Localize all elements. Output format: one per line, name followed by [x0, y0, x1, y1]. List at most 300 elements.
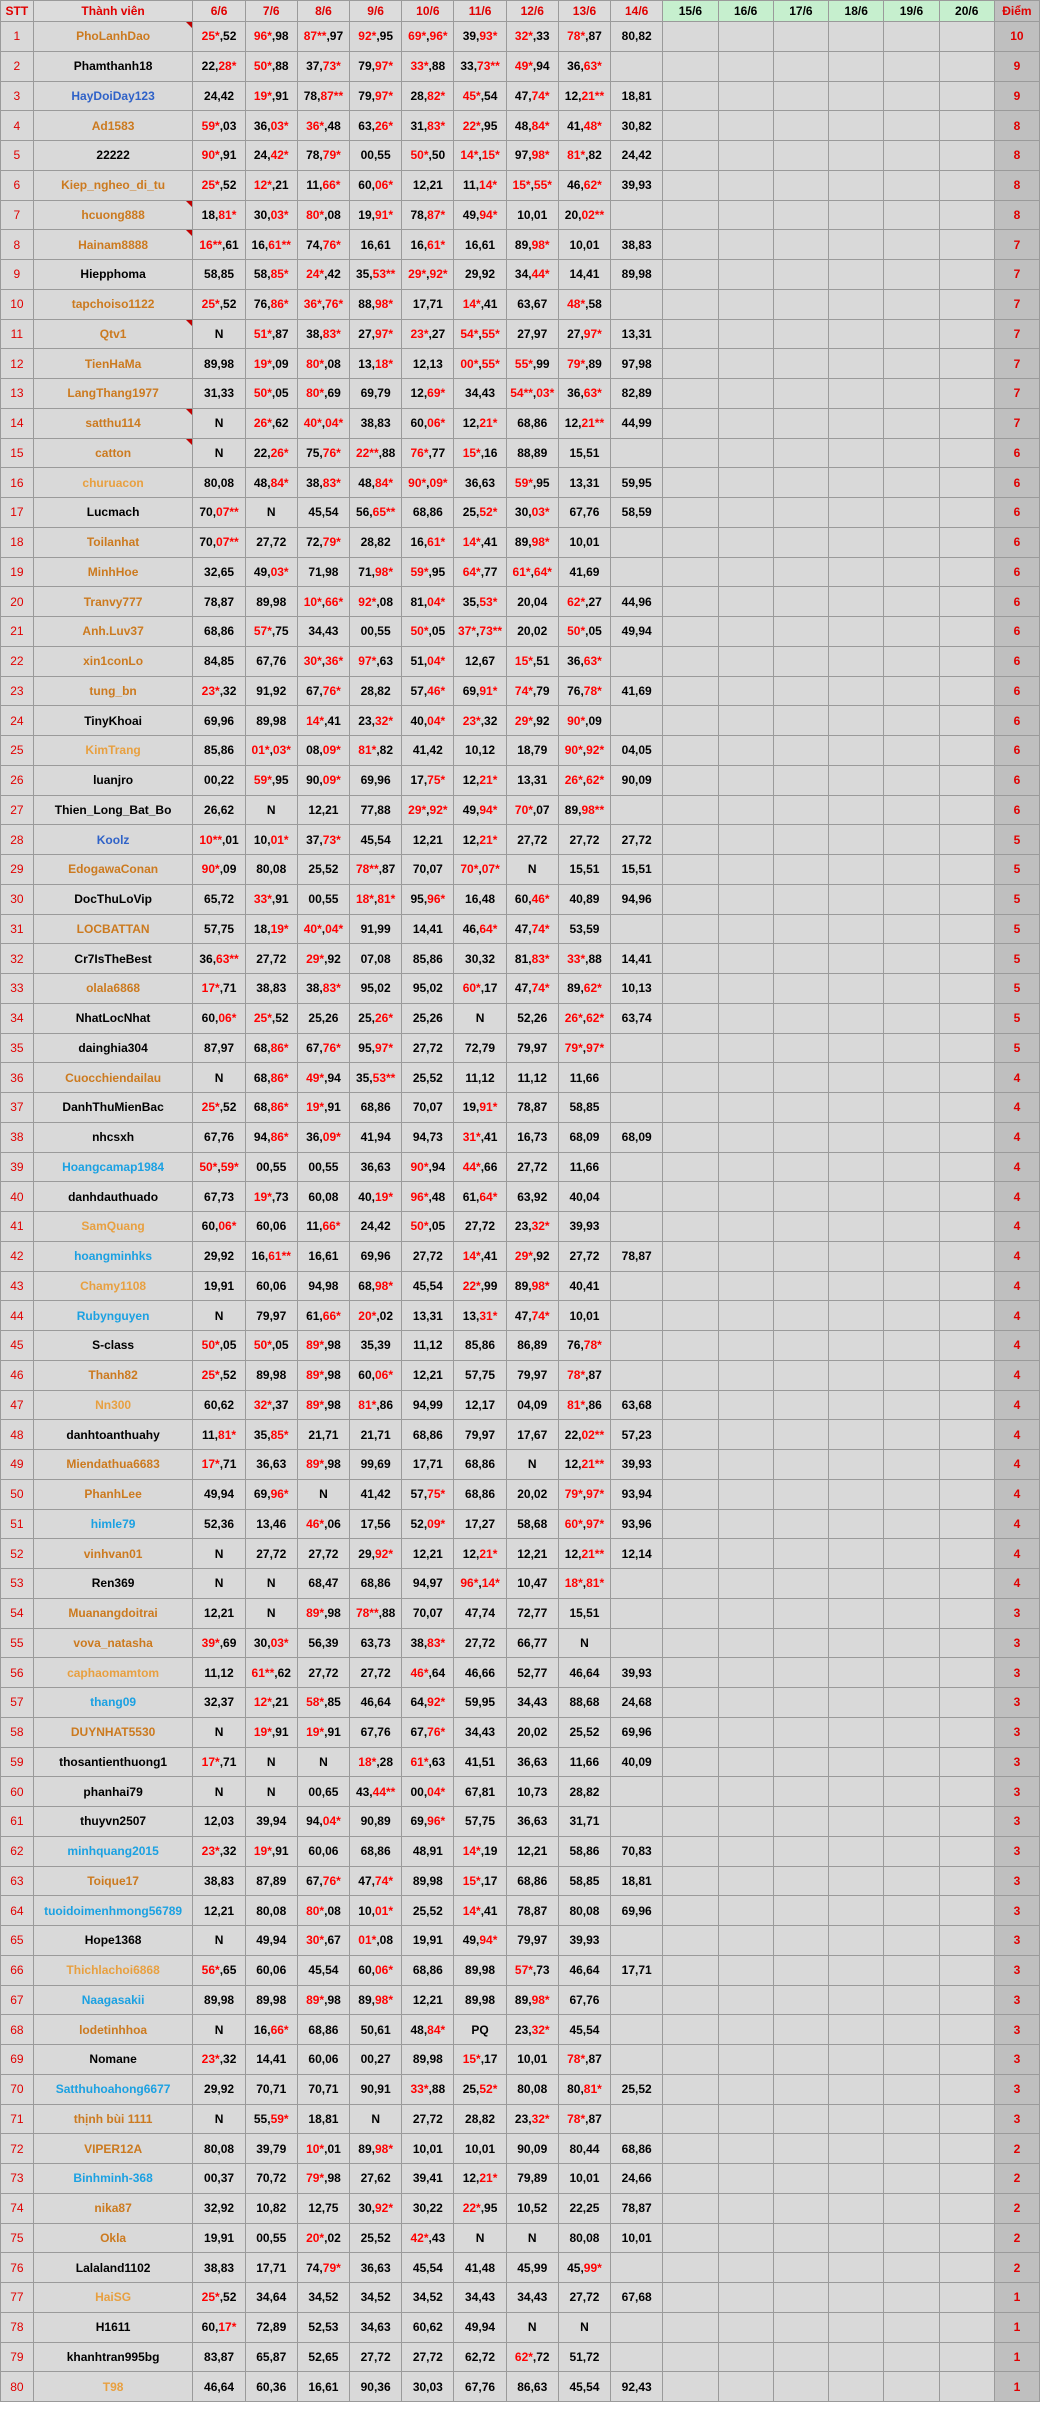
table-row [1, 1063, 1040, 1093]
member-name-cell: Nn300 [33, 1390, 193, 1420]
points-cell: 4 [994, 1569, 1039, 1599]
score-cell: 78*,87 [558, 2045, 610, 2075]
empty-day-cell [718, 2164, 773, 2194]
score-cell: 60,06* [193, 1003, 245, 1033]
score-cell: 23*,32 [193, 676, 245, 706]
empty-day-cell [718, 1717, 773, 1747]
empty-day-cell [884, 2074, 939, 2104]
score-cell: 29*,92* [402, 260, 454, 290]
score-cell: 49,94 [454, 2312, 506, 2342]
score-cell: 89*,98 [297, 1331, 349, 1361]
score-cell: 70,71 [297, 2074, 349, 2104]
empty-day-cell [829, 141, 884, 171]
score-cell: 53,59 [558, 914, 610, 944]
score-cell: 10,01 [611, 2223, 663, 2253]
empty-day-cell [939, 974, 994, 1004]
score-cell: 70,83 [611, 1836, 663, 1866]
empty-day-cell [773, 200, 828, 230]
score-cell: 52,65 [297, 2342, 349, 2372]
rank-cell: 27 [1, 795, 34, 825]
points-cell: 3 [994, 1955, 1039, 1985]
empty-day-cell [939, 1628, 994, 1658]
score-cell: 30,82 [611, 111, 663, 141]
score-cell: 25,52 [402, 1063, 454, 1093]
score-cell: 68,86* [245, 1063, 297, 1093]
empty-day-cell [718, 200, 773, 230]
score-cell: 17,56 [350, 1509, 402, 1539]
score-cell: 57,23 [611, 1420, 663, 1450]
table-row [1, 646, 1040, 676]
score-cell: 78*,87 [558, 22, 610, 52]
empty-day-cell [663, 944, 718, 974]
score-cell: 87,97 [193, 1033, 245, 1063]
empty-day-cell [663, 1390, 718, 1420]
empty-day-cell [773, 1985, 828, 2015]
empty-day-cell [884, 2193, 939, 2223]
empty-day-cell [939, 2253, 994, 2283]
member-name-cell: Cr7IsTheBest [33, 944, 193, 974]
empty-day-cell [663, 2283, 718, 2313]
empty-day-cell [663, 1717, 718, 1747]
rank-cell: 48 [1, 1420, 34, 1450]
score-cell: 12,14 [611, 1539, 663, 1569]
empty-day-cell [939, 1450, 994, 1480]
empty-day-cell [884, 2372, 939, 2402]
score-cell: 12,21 [402, 825, 454, 855]
rank-cell: 47 [1, 1390, 34, 1420]
member-name-cell: khanhtran995bg [33, 2342, 193, 2372]
table-row [1, 527, 1040, 557]
score-cell: 25,52 [611, 2074, 663, 2104]
score-cell: 50*,50 [402, 141, 454, 171]
empty-day-cell [939, 944, 994, 974]
empty-day-cell [773, 438, 828, 468]
score-cell: 12,21 [193, 1896, 245, 1926]
score-cell: 79,97 [506, 1360, 558, 1390]
score-cell: 38,83* [297, 468, 349, 498]
empty-day-cell [773, 289, 828, 319]
empty-day-cell [939, 438, 994, 468]
empty-day-cell [773, 51, 828, 81]
table-row [1, 1777, 1040, 1807]
score-cell: 85,86 [454, 1331, 506, 1361]
empty-day-cell [884, 22, 939, 52]
score-cell: 60,06* [350, 170, 402, 200]
empty-day-cell [773, 1479, 828, 1509]
empty-day-cell [663, 1122, 718, 1152]
table-row [1, 706, 1040, 736]
score-cell: 27,72 [350, 1658, 402, 1688]
score-cell: 15*,55* [506, 170, 558, 200]
empty-day-cell [718, 2045, 773, 2075]
empty-day-cell [773, 587, 828, 617]
score-cell: 57,46* [402, 676, 454, 706]
points-cell: 7 [994, 260, 1039, 290]
score-cell: 63,26* [350, 111, 402, 141]
score-cell: N [506, 855, 558, 885]
empty-day-cell [829, 1509, 884, 1539]
empty-day-cell [773, 1955, 828, 1985]
empty-day-cell [829, 1569, 884, 1599]
score-cell: 30,32 [454, 944, 506, 974]
rank-cell: 61 [1, 1807, 34, 1837]
score-cell: 68,86 [454, 1450, 506, 1480]
score-cell: 28,82 [350, 676, 402, 706]
score-cell: 25,52* [454, 498, 506, 528]
score-cell: 14*,41 [454, 527, 506, 557]
score-cell: 45,54 [558, 2372, 610, 2402]
score-cell: 95,97* [350, 1033, 402, 1063]
score-cell: 48*,58 [558, 289, 610, 319]
score-cell: 91,99 [350, 914, 402, 944]
empty-day-cell [718, 1985, 773, 2015]
rank-cell: 25 [1, 736, 34, 766]
empty-day-cell [718, 825, 773, 855]
score-cell: 72,89 [245, 2312, 297, 2342]
score-cell: 68,86 [402, 498, 454, 528]
score-cell: 10,01 [506, 200, 558, 230]
empty-day-cell [773, 1033, 828, 1063]
score-cell: 12,21* [454, 1539, 506, 1569]
member-name-cell: DocThuLoVip [33, 884, 193, 914]
score-cell: 37,73* [297, 51, 349, 81]
empty-day-cell [829, 646, 884, 676]
table-row [1, 884, 1040, 914]
empty-day-cell [773, 2104, 828, 2134]
score-cell: 46*,64 [402, 1658, 454, 1688]
score-cell: 81*,86 [350, 1390, 402, 1420]
empty-day-cell [773, 1628, 828, 1658]
score-cell: 68,86 [506, 408, 558, 438]
empty-day-cell [718, 1331, 773, 1361]
table-row [1, 1152, 1040, 1182]
score-cell: 60,62 [193, 1390, 245, 1420]
empty-day-cell [829, 974, 884, 1004]
empty-day-cell [884, 944, 939, 974]
table-row [1, 736, 1040, 766]
points-cell: 4 [994, 1241, 1039, 1271]
score-cell: 25,52 [402, 1896, 454, 1926]
table-row [1, 1479, 1040, 1509]
score-cell: 50*,05 [402, 617, 454, 647]
member-name-cell: Naagasakii [33, 1985, 193, 2015]
empty-day-cell [718, 1360, 773, 1390]
score-cell: 16,61* [402, 230, 454, 260]
score-cell: 89,98** [558, 795, 610, 825]
score-cell: N [193, 1301, 245, 1331]
empty-day-cell [939, 498, 994, 528]
score-cell: 10,01 [454, 2134, 506, 2164]
score-cell: 19*,09 [245, 349, 297, 379]
score-cell: 31,71 [558, 1807, 610, 1837]
empty-day-cell [773, 1360, 828, 1390]
score-cell: N [193, 1926, 245, 1956]
empty-day-cell [663, 1093, 718, 1123]
empty-day-cell [773, 2164, 828, 2194]
points-cell: 3 [994, 1896, 1039, 1926]
score-cell: 80,08 [193, 2134, 245, 2164]
score-cell: 69,96 [350, 765, 402, 795]
empty-day-cell [718, 1688, 773, 1718]
score-cell: 68,86* [245, 1033, 297, 1063]
empty-day-cell [884, 438, 939, 468]
empty-day-cell [718, 2223, 773, 2253]
member-name-cell: churuacon [33, 468, 193, 498]
score-cell: 54**,03* [506, 379, 558, 409]
score-cell: 70,07** [193, 527, 245, 557]
empty-day-cell [718, 349, 773, 379]
rank-cell: 9 [1, 260, 34, 290]
empty-day-cell [773, 1212, 828, 1242]
empty-day-cell [939, 1926, 994, 1956]
score-cell: 27,72 [245, 527, 297, 557]
empty-day-cell [718, 1033, 773, 1063]
score-cell: 00,55 [297, 884, 349, 914]
score-cell: 29,92 [193, 2074, 245, 2104]
score-cell [611, 1152, 663, 1182]
empty-day-cell [718, 1955, 773, 1985]
score-cell: 35,39 [350, 1331, 402, 1361]
score-cell: 27,72 [402, 1033, 454, 1063]
rank-cell: 56 [1, 1658, 34, 1688]
score-cell: 80*,69 [297, 379, 349, 409]
rank-cell: 54 [1, 1598, 34, 1628]
score-cell [611, 1985, 663, 2015]
score-cell: 12,21** [558, 1450, 610, 1480]
score-cell: 18*,81* [558, 1569, 610, 1599]
points-cell: 3 [994, 1836, 1039, 1866]
empty-day-cell [939, 1182, 994, 1212]
empty-day-cell [663, 111, 718, 141]
score-cell: 12,69* [402, 379, 454, 409]
score-cell: 99,69 [350, 1450, 402, 1480]
rank-cell: 15 [1, 438, 34, 468]
table-row [1, 974, 1040, 1004]
score-cell: N [506, 1450, 558, 1480]
score-cell: 15,51 [558, 855, 610, 885]
score-cell: 81,04* [402, 587, 454, 617]
empty-day-cell [884, 111, 939, 141]
points-cell: 4 [994, 1509, 1039, 1539]
score-cell: 00*,55* [454, 349, 506, 379]
score-cell: 13,31 [506, 765, 558, 795]
points-cell: 6 [994, 587, 1039, 617]
empty-day-cell [773, 1093, 828, 1123]
score-cell: 74*,79 [506, 676, 558, 706]
score-cell: 31,33 [193, 379, 245, 409]
empty-day-cell [829, 2193, 884, 2223]
points-cell: 7 [994, 379, 1039, 409]
score-cell: 70*,07* [454, 855, 506, 885]
empty-day-cell [718, 111, 773, 141]
empty-day-cell [663, 1539, 718, 1569]
score-cell: 48,84* [402, 2015, 454, 2045]
empty-day-cell [718, 2134, 773, 2164]
empty-day-cell [718, 1212, 773, 1242]
empty-day-cell [663, 676, 718, 706]
score-cell: 10,12 [454, 736, 506, 766]
score-cell: 27,72 [402, 2342, 454, 2372]
empty-day-cell [663, 230, 718, 260]
score-cell: 17*,71 [193, 974, 245, 1004]
score-cell: 14*,19 [454, 1836, 506, 1866]
member-name-cell: Cuocchiendailau [33, 1063, 193, 1093]
empty-day-cell [939, 587, 994, 617]
score-cell: 15*,51 [506, 646, 558, 676]
column-header: 10/6 [402, 1, 454, 22]
score-cell: 94,73 [402, 1122, 454, 1152]
score-cell: 41,48* [558, 111, 610, 141]
empty-day-cell [884, 408, 939, 438]
empty-day-cell [884, 200, 939, 230]
score-cell: 56*,65 [193, 1955, 245, 1985]
empty-day-cell [663, 22, 718, 52]
empty-day-cell [773, 2074, 828, 2104]
empty-day-cell [884, 1896, 939, 1926]
empty-day-cell [829, 1807, 884, 1837]
empty-day-cell [884, 617, 939, 647]
score-cell: 14*,15* [454, 141, 506, 171]
score-cell: 40*,04* [297, 914, 349, 944]
points-cell: 4 [994, 1390, 1039, 1420]
empty-day-cell [663, 1241, 718, 1271]
empty-day-cell [829, 1390, 884, 1420]
score-cell: 19*,91 [245, 1717, 297, 1747]
score-cell: 97*,63 [350, 646, 402, 676]
score-cell: N [558, 2312, 610, 2342]
score-cell: 13,31 [558, 468, 610, 498]
member-name-cell: Hope1368 [33, 1926, 193, 1956]
empty-day-cell [884, 1420, 939, 1450]
score-cell [611, 1212, 663, 1242]
score-cell: 11,81* [193, 1420, 245, 1450]
score-cell: 12,21 [297, 795, 349, 825]
score-cell: 78,87 [506, 1093, 558, 1123]
score-cell: 89,98 [454, 1955, 506, 1985]
score-cell: 61**,62 [245, 1658, 297, 1688]
score-cell [611, 1569, 663, 1599]
score-cell: 23,32* [506, 2015, 558, 2045]
score-cell: 59,95 [611, 468, 663, 498]
score-cell: 20,04 [506, 587, 558, 617]
score-cell: 49,94 [611, 617, 663, 647]
score-cell: 26*,62* [558, 1003, 610, 1033]
points-cell: 4 [994, 1122, 1039, 1152]
empty-day-cell [663, 2104, 718, 2134]
score-cell: 80,08 [558, 1896, 610, 1926]
score-cell: 93,94 [611, 1479, 663, 1509]
empty-day-cell [939, 51, 994, 81]
empty-day-cell [663, 795, 718, 825]
empty-day-cell [884, 1003, 939, 1033]
points-cell: 5 [994, 825, 1039, 855]
empty-day-cell [663, 1301, 718, 1331]
score-cell: N [454, 2223, 506, 2253]
empty-day-cell [884, 2223, 939, 2253]
score-cell: 27,97* [558, 319, 610, 349]
empty-day-cell [829, 1866, 884, 1896]
rank-cell: 74 [1, 2193, 34, 2223]
score-cell: 25*,52 [193, 1093, 245, 1123]
empty-day-cell [718, 468, 773, 498]
empty-day-cell [829, 527, 884, 557]
score-cell: 68,86 [611, 2134, 663, 2164]
empty-day-cell [773, 617, 828, 647]
score-cell: 90*,09 [558, 706, 610, 736]
empty-day-cell [663, 1360, 718, 1390]
empty-day-cell [663, 1152, 718, 1182]
score-cell: 65,72 [193, 884, 245, 914]
score-cell: 40,09 [611, 1747, 663, 1777]
rank-cell: 32 [1, 944, 34, 974]
empty-day-cell [829, 1717, 884, 1747]
rank-cell: 7 [1, 200, 34, 230]
score-cell: 15*,16 [454, 438, 506, 468]
score-cell: 38,83 [193, 1866, 245, 1896]
table-row [1, 587, 1040, 617]
score-cell: 36*,48 [297, 111, 349, 141]
column-header: 16/6 [718, 1, 773, 22]
empty-day-cell [773, 408, 828, 438]
score-cell: 39,93* [454, 22, 506, 52]
rank-cell: 52 [1, 1539, 34, 1569]
score-cell: 34,44* [506, 260, 558, 290]
score-cell: 79,97 [506, 1926, 558, 1956]
empty-day-cell [939, 1747, 994, 1777]
empty-day-cell [773, 2312, 828, 2342]
empty-day-cell [939, 1271, 994, 1301]
score-cell: 62,72 [454, 2342, 506, 2372]
empty-day-cell [884, 855, 939, 885]
score-cell: 52,26 [506, 1003, 558, 1033]
empty-day-cell [884, 825, 939, 855]
member-name-cell: xin1conLo [33, 646, 193, 676]
score-cell: 24,42 [193, 81, 245, 111]
points-cell: 3 [994, 1628, 1039, 1658]
score-cell: 64*,77 [454, 557, 506, 587]
empty-day-cell [884, 2045, 939, 2075]
empty-day-cell [939, 1598, 994, 1628]
score-cell: 50*,05 [193, 1331, 245, 1361]
score-cell: 58,85 [558, 1093, 610, 1123]
score-cell: 62*,27 [558, 587, 610, 617]
points-cell: 7 [994, 349, 1039, 379]
score-cell: 45,54 [297, 1955, 349, 1985]
score-cell: 12,21 [402, 1985, 454, 2015]
score-cell: 88,98* [350, 289, 402, 319]
empty-day-cell [829, 1747, 884, 1777]
empty-day-cell [718, 1569, 773, 1599]
score-cell: 18*,28 [350, 1747, 402, 1777]
points-cell: 8 [994, 200, 1039, 230]
rank-cell: 19 [1, 557, 34, 587]
score-cell: 67,76 [454, 2372, 506, 2402]
empty-day-cell [663, 438, 718, 468]
points-cell: 7 [994, 289, 1039, 319]
member-name-cell: LOCBATTAN [33, 914, 193, 944]
score-cell: 27,72 [297, 1539, 349, 1569]
score-cell: 27,97* [350, 319, 402, 349]
empty-day-cell [939, 706, 994, 736]
score-cell: 67,81 [454, 1777, 506, 1807]
table-row [1, 2372, 1040, 2402]
score-cell: 92*,95 [350, 22, 402, 52]
empty-day-cell [663, 765, 718, 795]
score-cell: 01*,03* [245, 736, 297, 766]
score-cell: 22,25 [558, 2193, 610, 2223]
score-cell: 78**,87 [350, 855, 402, 885]
score-cell: 45,54 [350, 825, 402, 855]
